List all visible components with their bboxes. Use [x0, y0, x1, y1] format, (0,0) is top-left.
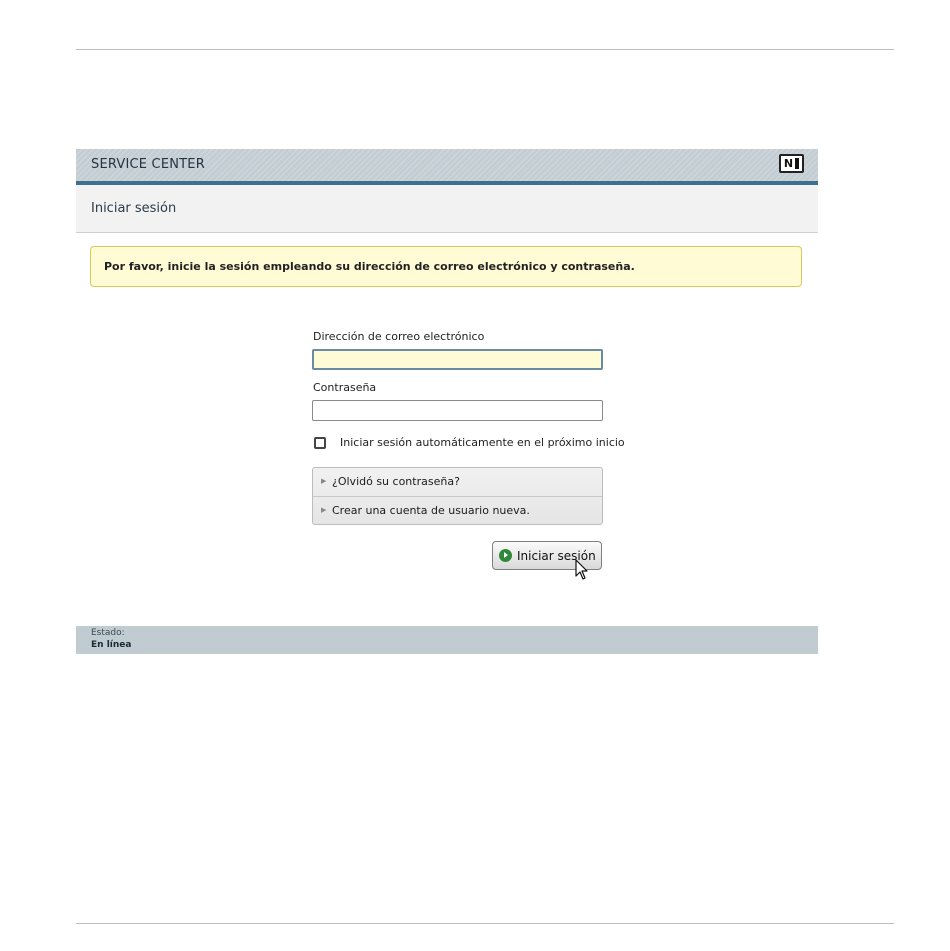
triangle-right-icon: ▶ — [321, 506, 327, 514]
password-label: Contraseña — [313, 381, 377, 394]
notice-text: Por favor, inicie la sesión empleando su dirección de correo electrónico y contraseña. — [104, 260, 635, 273]
email-field[interactable] — [312, 349, 603, 370]
create-account-label[interactable]: Crear una cuenta de usuario nueva. — [332, 504, 530, 517]
page-title: Iniciar sesión — [91, 201, 177, 216]
status-bar — [76, 626, 818, 654]
forgot-password-link[interactable] — [313, 468, 602, 497]
ni-logo-icon — [779, 154, 804, 173]
mouse-pointer-icon — [575, 559, 589, 581]
autologin-label[interactable]: Iniciar sesión automáticamente en el próximo inicio — [340, 436, 625, 449]
account-links — [312, 467, 603, 525]
autologin-checkbox[interactable] — [314, 437, 326, 449]
login-button-label: Iniciar sesión — [517, 549, 596, 563]
password-field[interactable] — [312, 400, 603, 421]
logo-letter: N — [783, 157, 794, 170]
logo-bar — [795, 158, 799, 169]
status-value: En línea — [91, 640, 132, 650]
forgot-password-label[interactable]: ¿Olvidó su contraseña? — [332, 475, 460, 488]
app-title: SERVICE CENTER — [91, 157, 205, 172]
status-label: Estado: — [91, 628, 125, 638]
service-center-window — [76, 149, 818, 654]
section-header — [76, 185, 818, 233]
top-divider — [76, 49, 894, 50]
autologin-row[interactable] — [312, 436, 642, 452]
bottom-divider — [76, 923, 894, 924]
login-notice — [90, 246, 802, 287]
triangle-right-icon: ▶ — [321, 477, 327, 485]
email-label: Dirección de correo electrónico — [313, 330, 485, 343]
play-circle-icon — [499, 549, 512, 562]
title-bar — [76, 149, 818, 181]
create-account-link[interactable] — [313, 497, 602, 525]
